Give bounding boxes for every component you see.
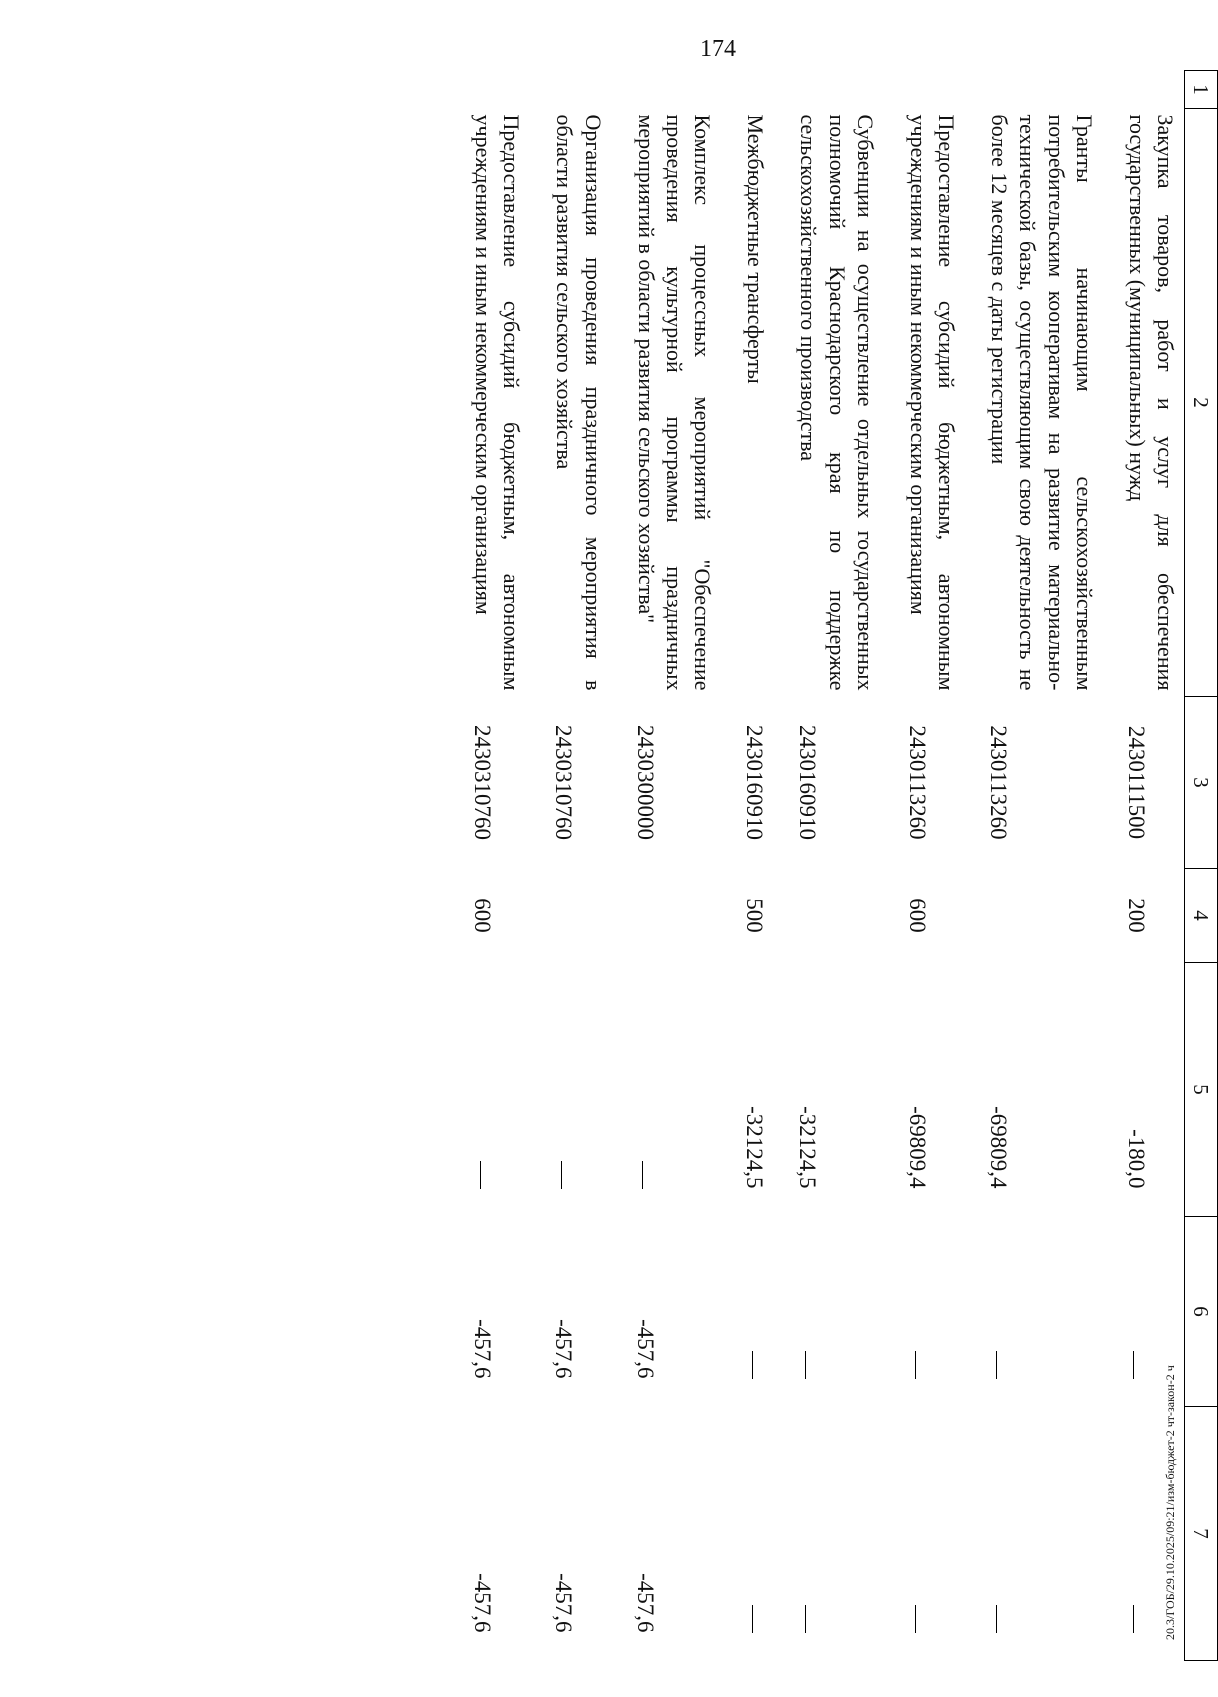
dash-mark xyxy=(805,1605,806,1633)
row-expense-type: 600 xyxy=(470,898,496,933)
row-col-6 xyxy=(965,1217,1103,1407)
row-col-7 xyxy=(884,1407,965,1661)
row-expense-type: 500 xyxy=(742,898,768,933)
row-col-5 xyxy=(449,963,530,1217)
row-col-6 xyxy=(774,1217,883,1407)
row-name: Предоставление субсидий бюджетным, автономным учреждениям и иным некоммерческим организациям xyxy=(471,114,525,691)
table-row xyxy=(965,71,1103,1661)
dash-mark xyxy=(1133,1351,1134,1379)
row-col-5: -69809,4 xyxy=(904,1106,930,1189)
table-row xyxy=(884,71,965,1661)
row-col-5 xyxy=(530,963,611,1217)
header-col-3: 3 xyxy=(1185,697,1218,869)
row-col-6: -457,6 xyxy=(632,1319,658,1379)
row-col-7 xyxy=(721,1407,774,1661)
row-col-7: -457,6 xyxy=(470,1573,496,1633)
row-code: 2430113260 xyxy=(986,725,1012,840)
row-col-5 xyxy=(612,963,721,1217)
row-expense-type xyxy=(530,869,611,963)
dash-mark xyxy=(480,1161,481,1189)
header-col-5: 5 xyxy=(1185,963,1218,1217)
row-col-1 xyxy=(1103,71,1185,109)
row-col-7: -457,6 xyxy=(551,1573,577,1633)
row-expense-type xyxy=(774,869,883,963)
row-name: Предоставление субсидий бюджетным, автономным учреждениям и иным некоммерческим организациям xyxy=(905,114,960,691)
row-code: 2430310760 xyxy=(551,725,577,840)
dash-mark xyxy=(752,1605,753,1633)
row-name: Комплекс процессных мероприятий "Обеспечение проведения культурной программы праздничных мероприятий в области развития сельского хозяйства" xyxy=(633,114,716,691)
row-col-7: -457,6 xyxy=(632,1573,658,1633)
table-row xyxy=(530,71,611,1661)
dash-mark xyxy=(915,1605,916,1633)
row-col-5: -69809,4 xyxy=(986,1106,1012,1189)
dash-mark xyxy=(752,1351,753,1379)
dash-mark xyxy=(642,1161,643,1189)
header-col-2: 2 xyxy=(1185,109,1218,697)
row-col-5: -32124,5 xyxy=(795,1106,821,1189)
row-code: 2430300000 xyxy=(632,725,658,840)
row-col-1 xyxy=(721,71,774,109)
row-col-1 xyxy=(449,71,530,109)
row-col-1 xyxy=(612,71,721,109)
table-row xyxy=(721,71,774,1661)
dash-mark xyxy=(915,1351,916,1379)
row-col-1 xyxy=(530,71,611,109)
header-col-6: 6 xyxy=(1185,1217,1218,1407)
header-col-4: 4 xyxy=(1185,869,1218,963)
row-expense-type xyxy=(612,869,721,963)
table-row xyxy=(612,71,721,1661)
row-col-1 xyxy=(774,71,883,109)
page-number: 174 xyxy=(700,36,736,62)
row-col-7 xyxy=(774,1407,883,1661)
dash-mark xyxy=(1133,1605,1134,1633)
header-col-7: 7 xyxy=(1185,1407,1218,1661)
row-col-1 xyxy=(884,71,965,109)
row-name: Гранты начинающим сельскохозяйственным потребительским кооперативам на развитие материально-технической базы, осуществляющим свою деятельность не более 12 месяцев с даты регистрации xyxy=(987,114,1097,691)
row-code: 2430160910 xyxy=(795,725,821,840)
budget-table-rotated xyxy=(180,70,1218,1660)
dash-mark xyxy=(561,1161,562,1189)
footer-code: 20.3/ГОБ/29.10.2025/09:21/изм-бюджет-2 чт-закон-2 ч xyxy=(1163,1365,1177,1640)
row-code: 2430111500 xyxy=(1123,725,1149,840)
dash-mark xyxy=(996,1351,997,1379)
row-col-5: -32124,5 xyxy=(742,1106,768,1189)
dash-mark xyxy=(805,1351,806,1379)
budget-table xyxy=(449,70,1218,1661)
row-col-5: -180,0 xyxy=(1123,1129,1149,1189)
table-row xyxy=(774,71,883,1661)
header-col-1: 1 xyxy=(1185,71,1218,109)
row-code: 2430113260 xyxy=(904,725,930,840)
row-col-7 xyxy=(965,1407,1103,1661)
row-col-6 xyxy=(884,1217,965,1407)
row-name: Субвенции на осуществление отдельных государственных полномочий Краснодарского края по поддержке сельскохозяйственного производства xyxy=(796,114,878,691)
row-expense-type: 600 xyxy=(904,898,930,933)
row-expense-type: 200 xyxy=(1123,898,1149,933)
row-col-6: -457,6 xyxy=(470,1319,496,1379)
dash-mark xyxy=(996,1605,997,1633)
row-col-6: -457,6 xyxy=(551,1319,577,1379)
row-col-6 xyxy=(721,1217,774,1407)
table-row xyxy=(449,71,530,1661)
row-name: Организация проведения праздничного мероприятия в области развития сельского хозяйства xyxy=(552,114,606,691)
row-name: Межбюджетные трансферты xyxy=(743,114,769,384)
row-col-1 xyxy=(965,71,1103,109)
row-code: 2430310760 xyxy=(470,725,496,840)
row-name: Закупка товаров, работ и услуг для обеспечения государственных (муниципальных) нужд xyxy=(1124,114,1178,691)
row-expense-type xyxy=(965,869,1103,963)
table-header-row xyxy=(1185,71,1218,1661)
row-code: 2430160910 xyxy=(742,725,768,840)
